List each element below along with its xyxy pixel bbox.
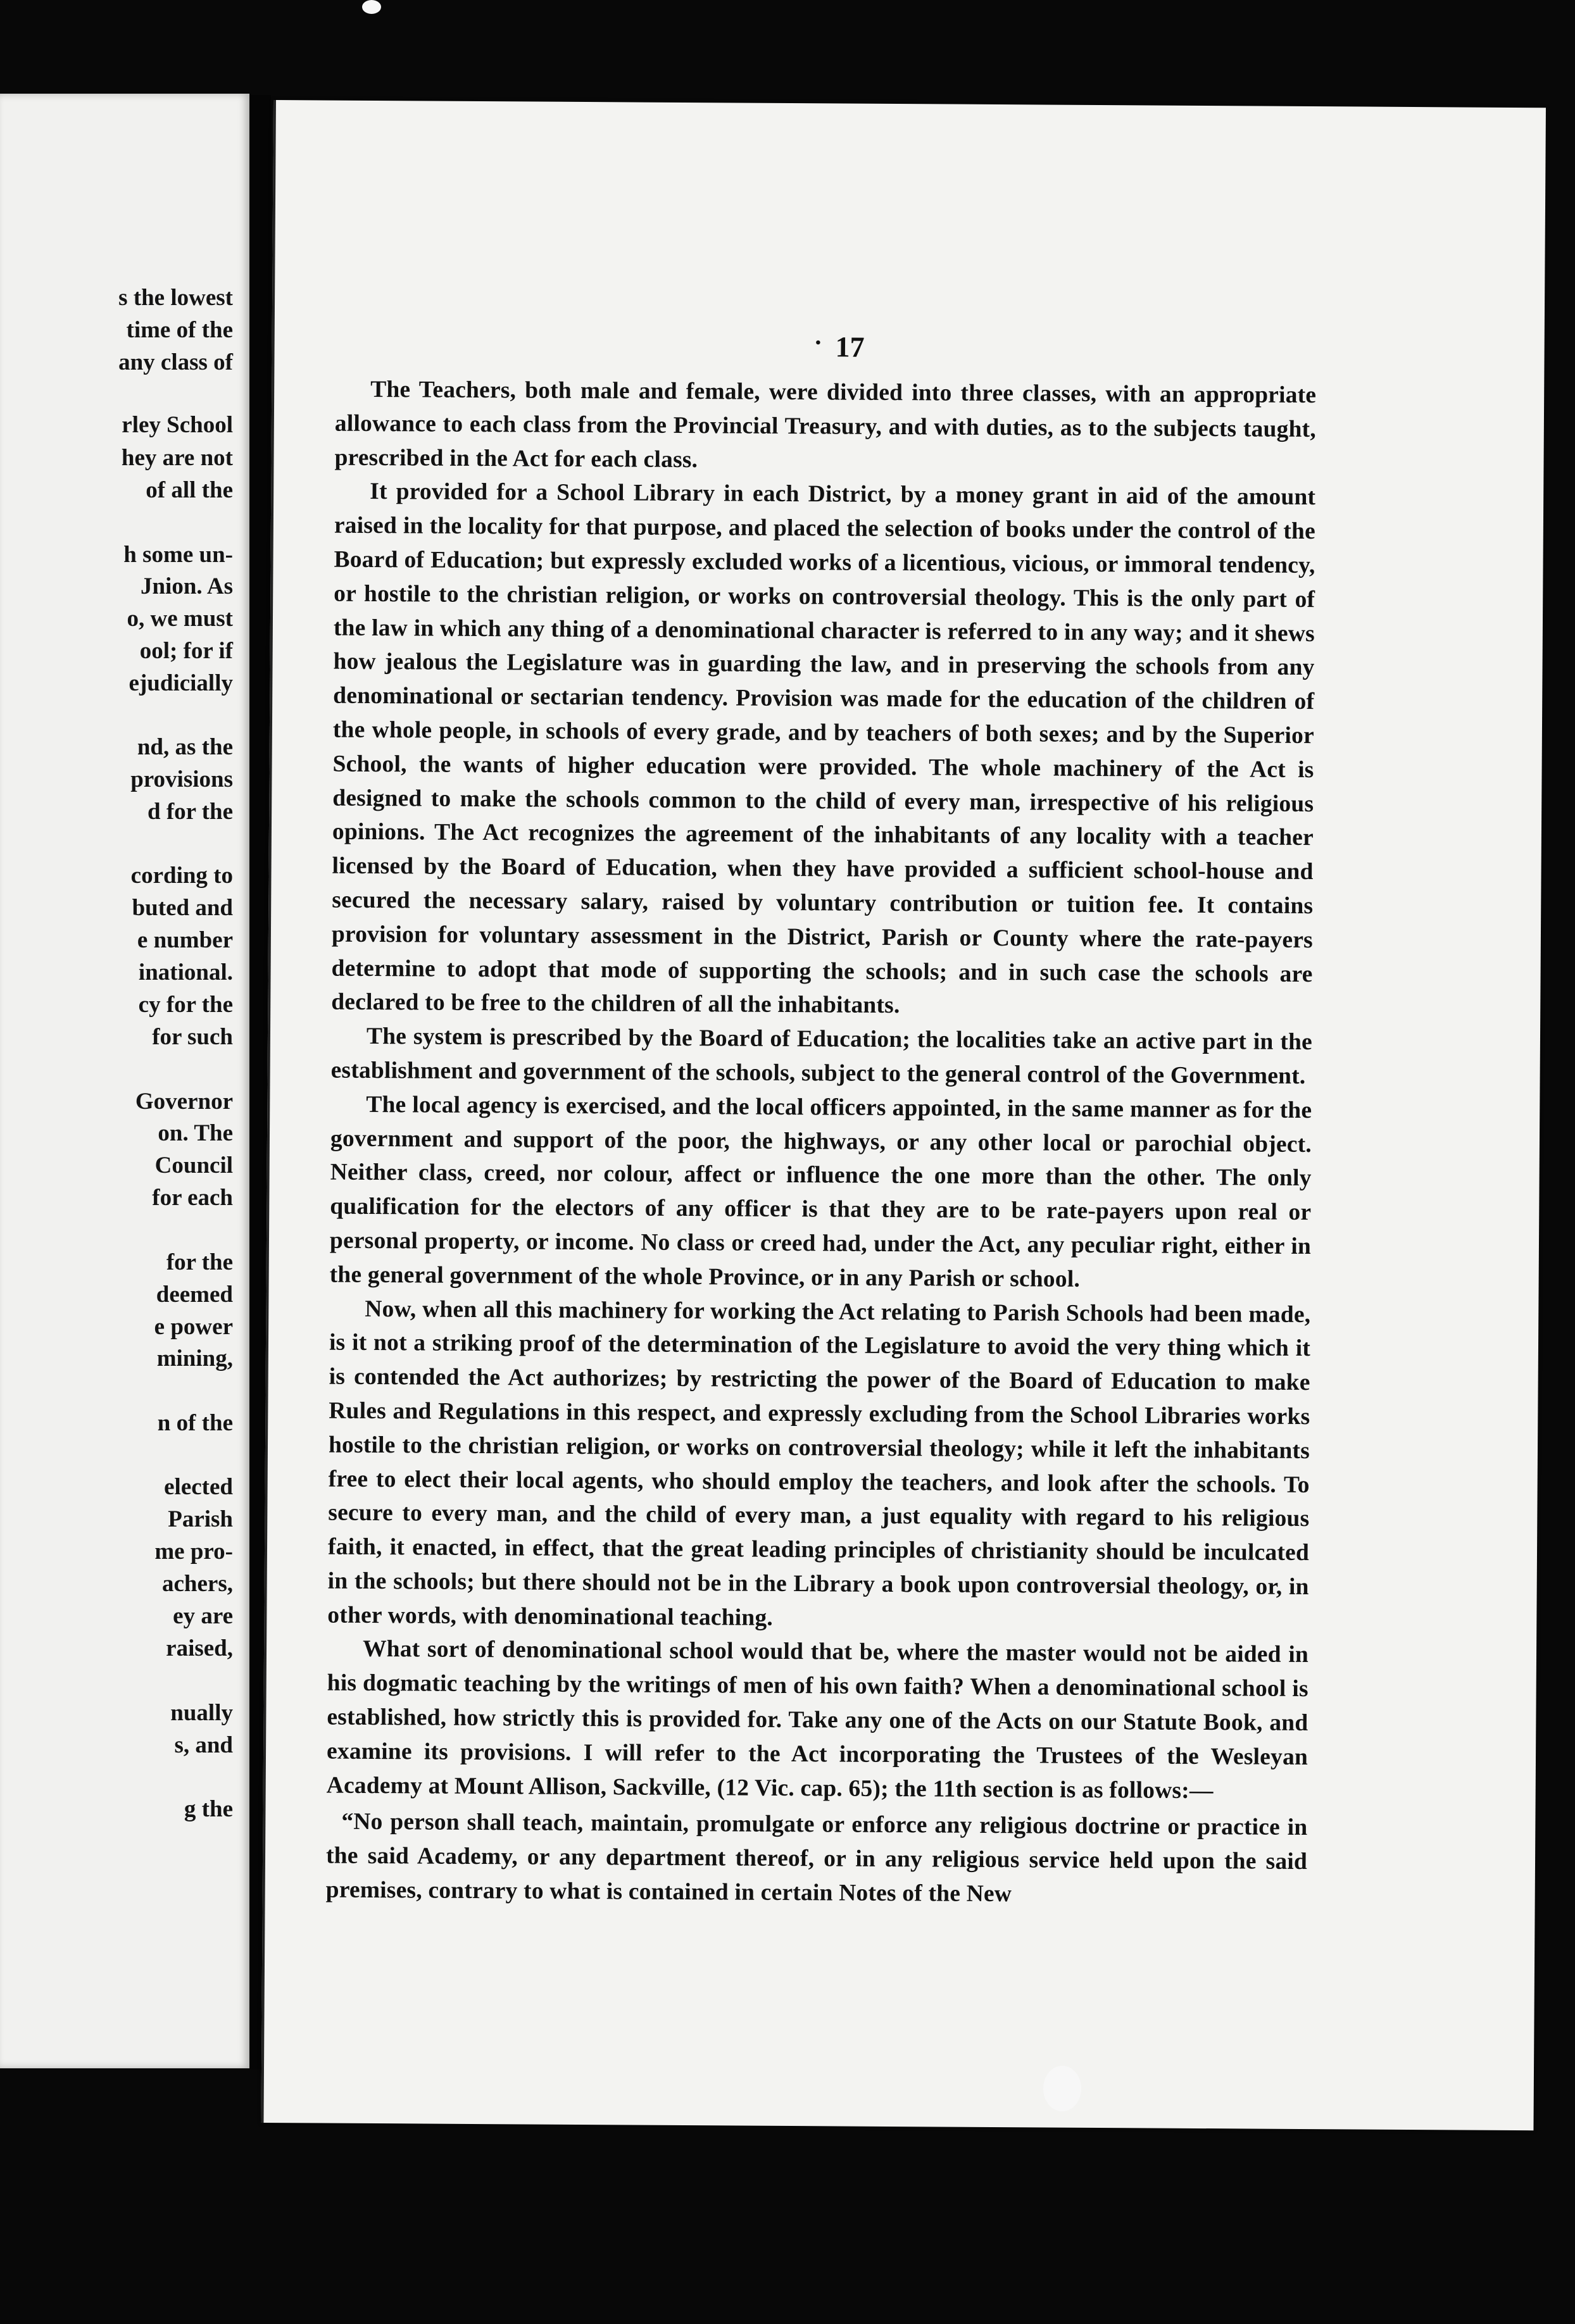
previous-page: [0, 94, 249, 2068]
previous-page-line: n of the: [157, 1410, 233, 1436]
scan-artifact: [1043, 2066, 1081, 2111]
previous-page-line: h some un-: [123, 542, 233, 568]
previous-page-line: g the: [184, 1796, 233, 1822]
previous-page-line: me pro-: [154, 1539, 233, 1565]
previous-page-line: nd, as the: [137, 734, 233, 760]
page-number: · 17: [835, 330, 864, 363]
previous-page-line: nually: [170, 1700, 233, 1726]
quotation: “No person shall teach, maintain, promulgate or enforce any religious doctrine or practice in the said Academy, or any department thereof, or in any religious service held upon the said premises, contrary to what is contained in certain Notes of the New: [325, 1809, 1308, 1908]
previous-page-line: time of the: [126, 317, 233, 343]
previous-page-line: inational.: [138, 959, 233, 985]
paragraph: The local agency is exercised, and the local officers appointed, in the same manner as for the government and support of the poor, the highways, or any other local or parochial object. Neither class, creed, nor colour, affect or influence the one more than the other. The only qualification for the electors of any officer is that they are to be rate-payers upon real or personal property, or income. No class or creed had, under the Act, any peculiar right, either in the general government of the whole Province, or in any Parish or school.: [329, 1091, 1312, 1292]
previous-page-line: ejudicially: [129, 670, 233, 696]
previous-page-line: raised,: [166, 1635, 233, 1661]
previous-page-line: cy for the: [138, 992, 233, 1018]
previous-page-line: e number: [137, 927, 233, 953]
previous-page-line: ool; for if: [139, 638, 233, 664]
previous-page-line: achers,: [162, 1571, 233, 1597]
previous-page-line: ey are: [173, 1603, 233, 1629]
previous-page-line: hey are not: [121, 445, 233, 471]
previous-page-line: on. The: [158, 1120, 233, 1146]
previous-page-line: buted and: [132, 895, 233, 921]
scan-artifact: [362, 0, 381, 14]
previous-page-line: any class of: [118, 349, 233, 375]
previous-page-line: provisions: [130, 766, 233, 792]
paragraph: It provided for a School Library in each District, by a money grant in aid of the amount raised in the locality for that purpose, and placed the selection of books under the control of the Board of Education; but expressly excluded works of a licentious, vicious, or immoral tendency, or hostile to the christian religion, or works on controversial theology. This is the only part of the law in which any thing of a denominational character is referred to in any way; and it shews how jealous the Legislature was in guarding the law, and in preserving the schools from any denominational or sectarian tendency. Provision was made for the education of the children of the whole people, in schools of every grade, and by teachers of both sexes; and by the Superior School, the wants of higher education were provided. The whole machinery of the Act is designed to make the schools common to the child of every man, irrespective of his religious opinions. The Act recognizes the agreement of the inhabitants of any locality with a teacher licensed by the Board of Education, when they have provided a sufficient school-house and secured the necessary salary, raised by voluntary contribution or tuition fee. It contains provision for voluntary assessment in the District, Parish or County where the rate-payers determine to adopt that mode of supporting the schools; and in such case the schools are declared to be free to the children of all the inhabitants.: [331, 478, 1316, 1019]
current-page: [261, 100, 1545, 2130]
previous-page-line: for each: [152, 1185, 233, 1211]
previous-page-line: Parish: [168, 1506, 233, 1532]
previous-page-line: Council: [154, 1153, 233, 1178]
previous-page-line: rley School: [122, 412, 233, 438]
previous-page-line: for the: [166, 1249, 233, 1275]
paragraph: Now, when all this machinery for working the Act relating to Parish Schools had been made, is it not a striking proof of the determination of the Legislature to avoid the very thing which it is contended the Act authorizes; by restricting the power of the Board of Education to make Rules and Regulations in this respect, and expressly excluding from the School Libraries works hostile to the christian religion, or works on controversial theology; while it left the inhabitants free to elect their local agents, who should employ the teachers, and look after the schools. To secure to every man, and the child of every man, a just equality with regard to his religious faith, it enacted, in effect, that the great leading principles of christianity should be inculcated in the schools; but there should not be in the Library a book upon controversial theology, or, in other words, with denominational teaching.: [327, 1296, 1311, 1631]
previous-page-line: e power: [154, 1314, 233, 1340]
page-body: [326, 373, 1317, 1913]
previous-page-line: s, and: [174, 1732, 233, 1758]
previous-page-line: Jnion. As: [140, 573, 233, 599]
previous-page-line: of all the: [146, 477, 233, 503]
previous-page-line: cording to: [130, 863, 233, 889]
previous-page-line: deemed: [156, 1282, 233, 1308]
previous-page-line: s the lowest: [118, 285, 233, 311]
previous-page-line: o, we must: [127, 606, 233, 632]
paragraph: What sort of denominational school would that be, where the master would not be aided in his dogmatic teaching by the writings of men of his own faith? When a denominational school is established, how strictly this is provided for. Take any one of the Acts on our Statute Book, and examine its provisions. I will refer to the Act incorporating the Trustees of the Wesleyan Academy at Mount Allison, Sackville, (12 Vic. cap. 65); the 11th section is as follows:—: [326, 1636, 1309, 1804]
previous-page-line: for such: [152, 1024, 233, 1050]
paragraph: The system is prescribed by the Board of Education; the localities take an active part in the establishment and government of the schools, subject to the general control of the Government.: [330, 1023, 1313, 1089]
paragraph: The Teachers, both male and female, were divided into three classes, with an appropriate allowance to each class from the Provincial Treasury, and with duties, as to the subjects taught, prescribed in the Act for each class.: [334, 376, 1317, 473]
previous-page-line: d for the: [147, 799, 233, 825]
previous-page-line: elected: [164, 1474, 233, 1500]
previous-page-line: mining,: [156, 1346, 233, 1371]
previous-page-line: Governor: [135, 1089, 233, 1115]
